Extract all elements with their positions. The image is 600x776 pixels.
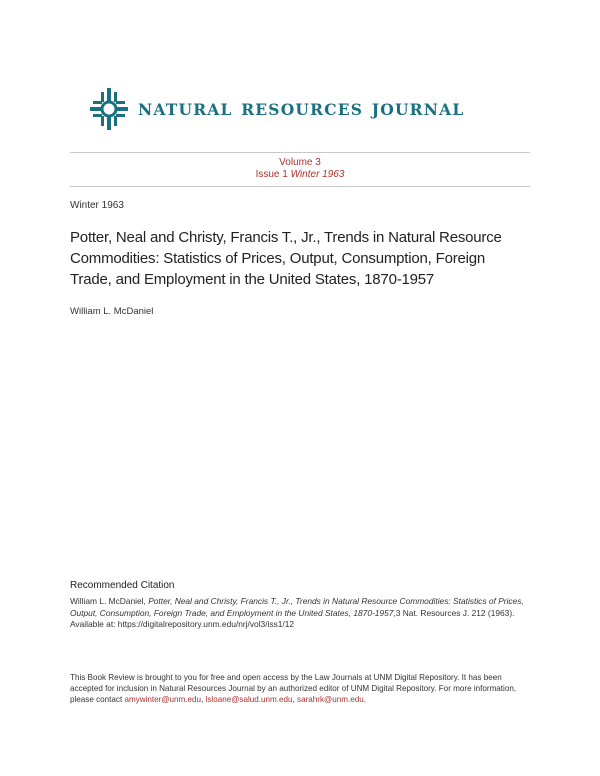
issue-season[interactable]: Winter 1963 (290, 168, 345, 180)
article-author: William L. McDaniel (70, 306, 154, 317)
journal-name[interactable]: NATURAL RESOURCES JOURNAL (138, 99, 465, 119)
journal-masthead (90, 88, 464, 130)
footer-separator: , (292, 695, 298, 704)
citation-author: William L. McDaniel, (70, 596, 149, 606)
volume-link[interactable]: Volume 3 (279, 157, 321, 168)
citation-available-at[interactable]: Available at: https://digitalrepository.unm.edu/nrj/vol3/iss1/12 (70, 619, 295, 629)
citation-source: ,3 Nat. Resources J. 212 (1963). (393, 607, 515, 618)
footer-note (70, 672, 530, 705)
citation-body (70, 596, 530, 631)
article-title[interactable]: Potter, Neal and Christy, Francis T., Jr., Trends in Natural Resource Commodities: Statistics of Prices, Output, Consumption, Foreign Trade, and Employment in the United States, 1870-1957 (70, 229, 502, 288)
issue-line (70, 169, 530, 181)
issue-link[interactable]: Issue 1 (255, 168, 288, 180)
header-divider-top (70, 152, 530, 153)
footer-text: This Book Review is brought to you for free and open access by the Law Journals at UNM Digital Repository. It has been accepted for inclusion in Natural Resources Journal by an authorized editor of UNM Digital Repository. For more information, please contact (70, 673, 517, 704)
zia-sun-symbol-icon (90, 88, 128, 130)
publication-date: Winter 1963 (70, 200, 124, 211)
contact-email-link[interactable]: lsloane@salud.unm.edu (205, 695, 293, 704)
header-divider-bottom (70, 186, 530, 187)
issue-info (70, 157, 530, 180)
contact-email-link[interactable]: sarahrk@unm.edu (297, 695, 364, 704)
footer-separator: , (201, 695, 206, 704)
contact-email-link[interactable]: amywinter@unm.edu (124, 695, 202, 704)
citation-title: Potter, Neal and Christy, Francis T., Jr., Trends in Natural Resource Commodities: Statistics of Prices, Output, Consumption, Foreign Trade, and Employment in the United States, 1870-1957 (70, 596, 524, 618)
footer-terminator: . (363, 695, 366, 704)
citation-heading: Recommended Citation (70, 580, 175, 591)
